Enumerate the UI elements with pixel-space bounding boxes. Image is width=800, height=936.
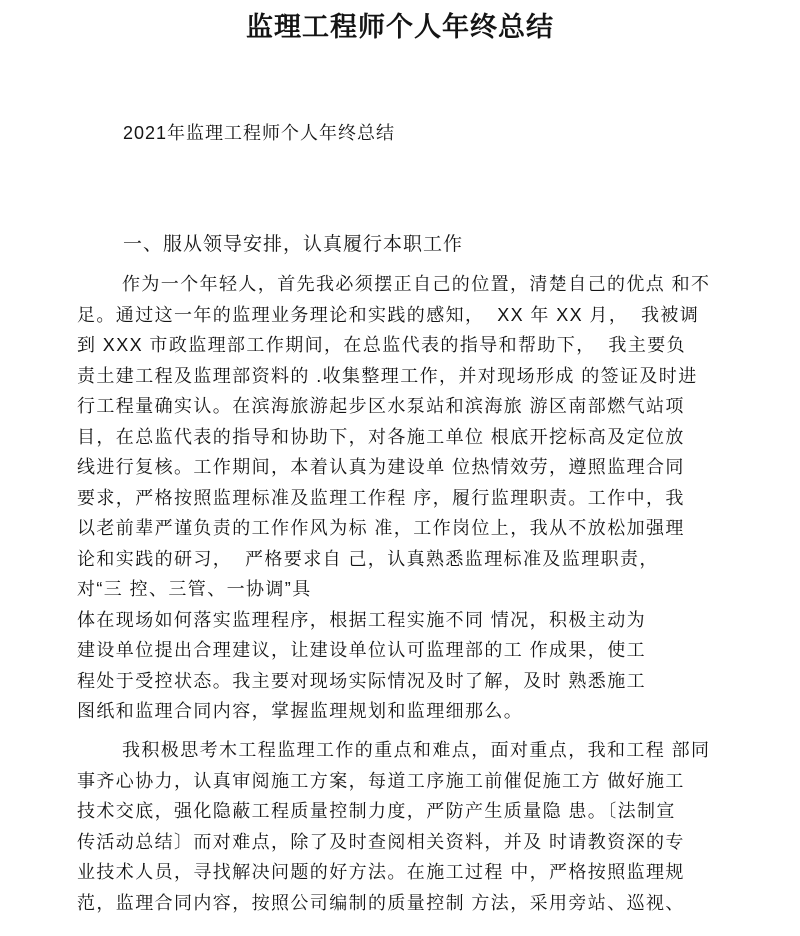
text-line: 范，监理合同内容，按照公司编制的质量控制 方法，采用旁站、巡视、 <box>77 892 685 913</box>
text-line: 图纸和监理合同内容，掌握监理规划和监理细那么。 <box>77 701 524 721</box>
text-line: 到 XXX 市政监理部工作期间，在总监代表的指导和帮助下， 我主要负 <box>77 335 687 355</box>
document-subtitle: 2021年监理工程师个人年终总结 <box>123 123 396 143</box>
text-line: 要求，严格按照监理标准及监理工作程 序，履行监理职责。工作中，我 <box>77 487 685 508</box>
text-line: 作为一个年轻人，首先我必须摆正自己的位置，清楚自己的优点 和不 <box>122 274 711 294</box>
section-heading: 一、服从领导安排，认真履行本职工作 <box>123 234 464 255</box>
document-title: 监理工程师个人年终总结 <box>246 12 554 42</box>
text-line: 事齐心协力，认真审阅施工方案，每道工序施工前催促施工方 做好施工 <box>77 770 685 791</box>
text-line: 线进行复核。工作期间，本着认真为建设单 位热情效劳，遵照监理合同 <box>77 457 685 477</box>
text-line: 体在现场如何落实监理程序，根据工程实施不同 情况，积极主动为 <box>77 609 646 630</box>
text-line: 业技术人员，寻找解决问题的好方法。在施工过程 中，严格按照监理规 <box>77 862 685 882</box>
text-line: 对“三 控、三管、一协调”具 <box>77 579 312 599</box>
text-line: 责土建工程及监理部资料的 .收集整理工作，并对现场形成 的签证及时进 <box>77 365 698 386</box>
text-line: 程处于受控状态。我主要对现场实际情况及时了解，及时 熟悉施工 <box>77 670 646 691</box>
text-line: 传活动总结〕而对难点，除了及时查阅相关资料，并及 时请教资深的专 <box>77 831 685 852</box>
text-line: 足。通过这一年的监理业务理论和实践的感知， XX 年 XX 月， 我被调 <box>77 304 700 325</box>
text-line: 以老前辈严谨负责的工作作风为标 准，工作岗位上，我从不放松加强理 <box>77 518 685 538</box>
text-line: 技术交底，强化隐蔽工程质量控制力度，严防产生质量隐 患。〔法制宣 <box>77 801 676 821</box>
text-line: 论和实践的研习， 严格要求自 己，认真熟悉监理标准及监理职责， <box>77 548 659 569</box>
paragraph-1 <box>77 269 737 727</box>
paragraph-2 <box>77 735 737 918</box>
text-line: 建设单位提出合理建议，让建设单位认可监理部的工 作成果，使工 <box>77 640 646 660</box>
text-line: 我积极思考木工程监理工作的重点和难点，面对重点，我和工程 部同 <box>122 740 711 760</box>
text-line: 目，在总监代表的指导和协助下，对各施工单位 根底开挖标高及定位放 <box>77 426 685 447</box>
text-line: 行工程量确实认。在滨海旅游起步区水泵站和滨海旅 游区南部燃气站项 <box>77 396 685 416</box>
